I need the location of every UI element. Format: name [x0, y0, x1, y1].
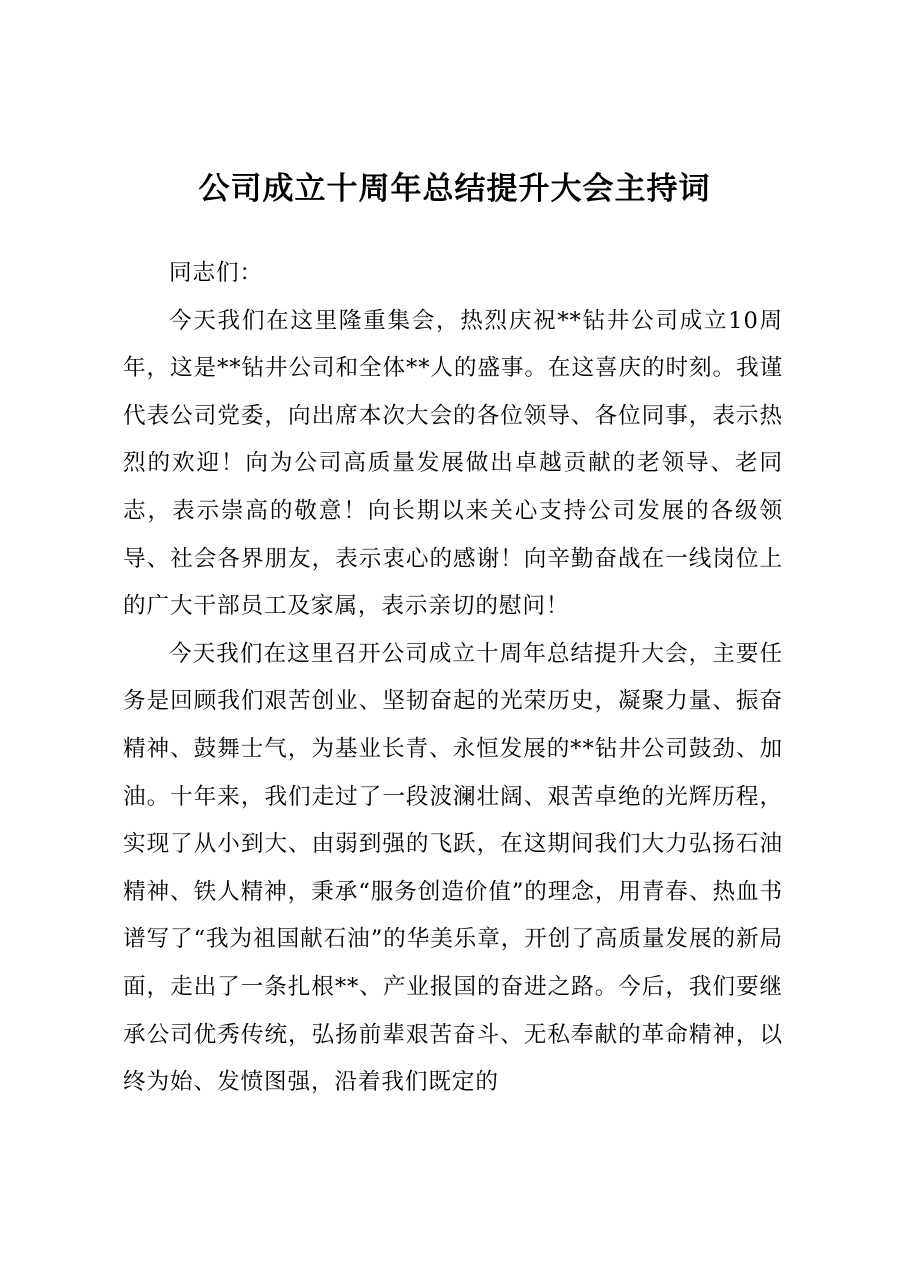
- body-paragraph-1: 今天我们在这里隆重集会，热烈庆祝**钻井公司成立10周年，这是**钻井公司和全体**人的盛事。在这喜庆的时刻。我谨代表公司党委，向出席本次大会的各位领导、各位同事，表示热烈的欢迎！向为公司高质量发展做出卓越贡献的老领导、老同志，表示崇高的敬意！向长期以来关心支持公司发展的各级领导、社会各界朋友，表示衷心的感谢！向辛勤奋战在一线岗位上的广大干部员工及家属，表示亲切的慰问！: [123, 307, 783, 620]
- salutation-paragraph: 同志们：: [169, 260, 263, 286]
- document-title: 公司成立十周年总结提升大会主持词: [198, 171, 711, 207]
- body-paragraph-2: 今天我们在这里召开公司成立十周年总结提升大会，主要任务是回顾我们艰苦创业、坚韧奋起的光荣历史，凝聚力量、振奋精神、鼓舞士气，为基业长青、永恒发展的**钻井公司鼓劲、加油。十年来，我们走过了一段波澜壮阔、艰苦卓绝的光辉历程，实现了从小到大、由弱到强的飞跃，在这期间我们大力弘扬石油精神、铁人精神，秉承“服务创造价值”的理念，用青春、热血书谱写了“我为祖国献石油”的华美乐章，开创了高质量发展的新局面，走出了一条扎根**、产业报国的奋进之路。今后，我们要继承公司优秀传统，弘扬前辈艰苦奋斗、无私奉献的革命精神，以终为始、发愤图强，沿着我们既定的: [123, 640, 783, 1096]
- document-body: [123, 250, 783, 1107]
